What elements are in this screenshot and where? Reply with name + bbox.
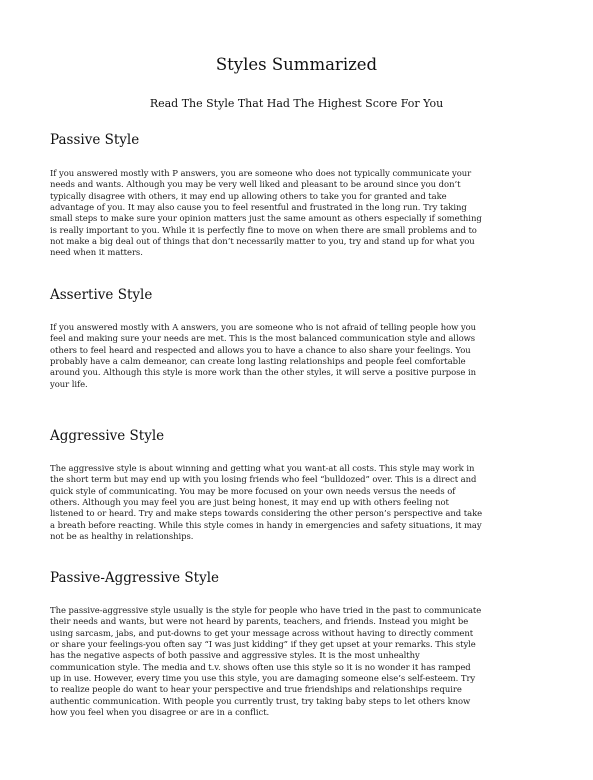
section-heading: Passive Style <box>50 132 140 148</box>
body-line: has the negative aspects of both passive and aggressive styles. It is the most unhealthy <box>50 650 420 661</box>
document-title: Styles Summarized <box>215 55 378 74</box>
section-body <box>50 605 540 718</box>
body-line: communication style. The media and t.v. shows often use this style so it is no wonder it has ramped <box>50 661 471 672</box>
body-line: or share your feelings-you often say “I was just kidding” if they get upset at your remarks. This style <box>50 639 476 650</box>
body-line: The aggressive style is about winning and getting what you want-at all costs. This style may work in <box>50 463 475 473</box>
section-passive-aggressive-style <box>50 569 540 718</box>
body-line: feel and making sure your needs are met. This is the most balanced communication style and allows <box>50 333 476 344</box>
section-heading: Aggressive Style <box>50 428 165 444</box>
section-body <box>50 322 540 390</box>
body-line: the short term but may end up with you losing friends who feel “bulldozed” over. This is a direct and <box>50 474 477 485</box>
body-line: probably have a calm demeanor, can create long lasting relationships and people feel comfortable <box>50 356 466 367</box>
body-line: typically disagree with others, it may end up allowing others to take you for granted and take <box>50 190 447 201</box>
body-line: advantage of you. It may also cause you to feel resentful and frustrated in the long run. Try taking <box>50 202 467 213</box>
body-line: authentic communication. With people you currently trust, try taking baby steps to let others know <box>50 695 471 706</box>
section-body <box>50 463 540 542</box>
section-passive-style <box>50 131 540 259</box>
body-line: If you answered mostly with A answers, you are someone who is not afraid of telling people how you <box>50 322 477 332</box>
section-assertive-style <box>50 286 540 390</box>
body-line: others to feel heard and respected and allows you to have a chance to also share your feelings. You <box>50 344 471 355</box>
document-subtitle: Read The Style That Had The Highest Score For You <box>149 97 444 110</box>
body-line: to realize people do want to hear your perspective and true friendships and relationships require <box>50 684 462 695</box>
section-heading: Assertive Style <box>50 287 153 303</box>
body-line: others. Although you may feel you are just being honest, it may end up with others feeling not <box>50 497 449 508</box>
section-body <box>50 168 540 259</box>
body-line: listened to or heard. Try and make steps towards considering the other person’s perspective and take <box>50 508 483 519</box>
body-line: is really important to you. While it is perfectly fine to move on when there are small problems and to <box>50 224 477 235</box>
body-line: using sarcasm, jabs, and put-downs to get your message across without having to directly comment <box>50 627 474 638</box>
section-heading: Passive-Aggressive Style <box>50 570 220 586</box>
body-line: quick style of communicating. You may be more focused on your own needs versus the needs of <box>50 485 456 496</box>
body-line: needs and wants. Although you may be very well liked and pleasant to be around since you don’t <box>50 179 461 190</box>
body-line: The passive-aggressive style usually is the style for people who have tried in the past to communicate <box>50 605 482 615</box>
body-line: not make a big deal out of things that don’t necessarily matter to you, try and stand up for what you <box>50 236 475 247</box>
body-line: up in use. However, every time you use this style, you are damaging someone else’s self-esteem. Try <box>50 673 476 684</box>
body-line: small steps to make sure your opinion matters just the same amount as others especially if something <box>50 213 482 224</box>
section-aggressive-style <box>50 427 540 542</box>
body-line: their needs and wants, but were not heard by parents, teachers, and friends. Instead you might be <box>50 616 469 627</box>
body-line: your life. <box>50 378 88 389</box>
body-line: need when it matters. <box>50 247 143 258</box>
body-line: how you feel when you disagree or are in a conflict. <box>50 707 270 718</box>
body-line: around you. Although this style is more work than the other styles, it will serve a positive purpose in <box>50 367 477 378</box>
body-line: a breath before reacting. While this style comes in handy in emergencies and safety situations, it may <box>50 519 482 530</box>
body-line: not be as healthy in relationships. <box>50 531 194 542</box>
body-line: If you answered mostly with P answers, you are someone who does not typically communicate your <box>50 168 472 178</box>
